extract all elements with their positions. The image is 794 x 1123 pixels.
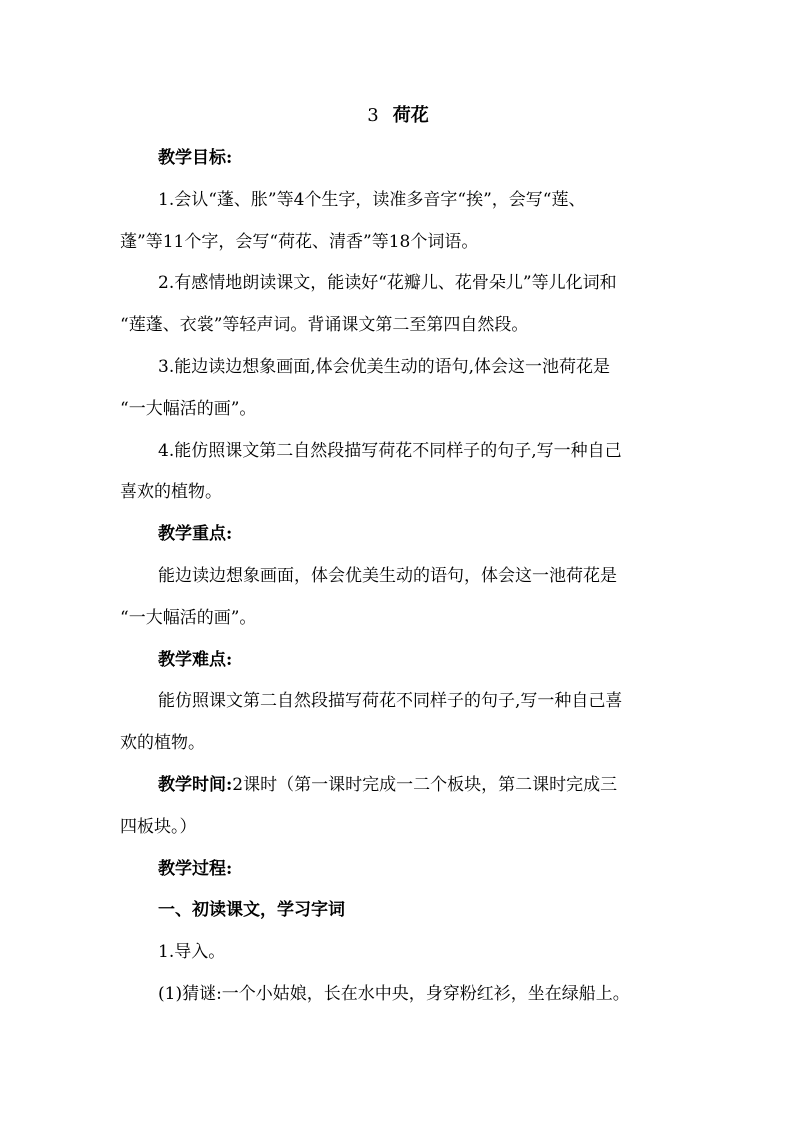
objective-3-line-1: 3.能边读边想象画面,体会优美生动的语句,体会这一池荷花是 xyxy=(158,356,611,377)
objective-4-line-2: 喜欢的植物。 xyxy=(120,482,222,503)
key-points-line-2: “一大幅活的画”。 xyxy=(120,607,257,628)
objective-4-line-1: 4.能仿照课文第二自然段描写荷花不同样子的句子,写一种自己 xyxy=(158,440,622,461)
difficulty-line-1: 能仿照课文第二自然段描写荷花不同样子的句子,写一种自己喜 xyxy=(158,691,623,712)
objective-2-line-1: 2.有感情地朗读课文，能读好“花瓣儿、花骨朵儿”等儿化词和 xyxy=(158,273,617,294)
time-line-2: 四板块。） xyxy=(120,816,197,837)
objective-3-line-2: “一大幅活的画”。 xyxy=(120,398,257,419)
time-text: 2课时（第一课时完成一二个板块，第二课时完成三 xyxy=(232,774,618,795)
title-text: 荷花 xyxy=(392,105,429,126)
process-heading: 教学过程: xyxy=(158,858,233,879)
time-line-1 xyxy=(120,765,676,807)
time-heading: 教学时间: xyxy=(158,774,233,795)
title-number: 3 xyxy=(367,105,379,126)
objective-1-line-1: 1.会认“蓬、胀”等4个生字，读准多音字“挨”，会写“莲、 xyxy=(158,189,586,210)
difficulty-heading: 教学难点: xyxy=(158,649,233,670)
objectives-heading: 教学目标: xyxy=(158,148,233,168)
difficulty-line-2: 欢的植物。 xyxy=(120,733,205,754)
key-points-line-1: 能边读边想象画面，体会优美生动的语句，体会这一池荷花是 xyxy=(158,565,617,586)
key-points-heading: 教学重点: xyxy=(158,524,233,545)
document-body xyxy=(120,100,676,1016)
objective-2-line-2: “莲蓬、衣裳”等轻声词。背诵课文第二至第四自然段。 xyxy=(120,315,529,336)
objective-1-line-2: 蓬”等11个字，会写“荷花、清香”等18个词语。 xyxy=(120,231,479,252)
document-title xyxy=(120,100,676,132)
step-1: 1.导入。 xyxy=(158,942,226,963)
step-1-1: (1)猜谜:一个小姑娘，长在水中央，身穿粉红衫，坐在绿船上。 xyxy=(158,983,630,1004)
section-1-heading: 一、初读课文，学习字词 xyxy=(158,900,345,921)
